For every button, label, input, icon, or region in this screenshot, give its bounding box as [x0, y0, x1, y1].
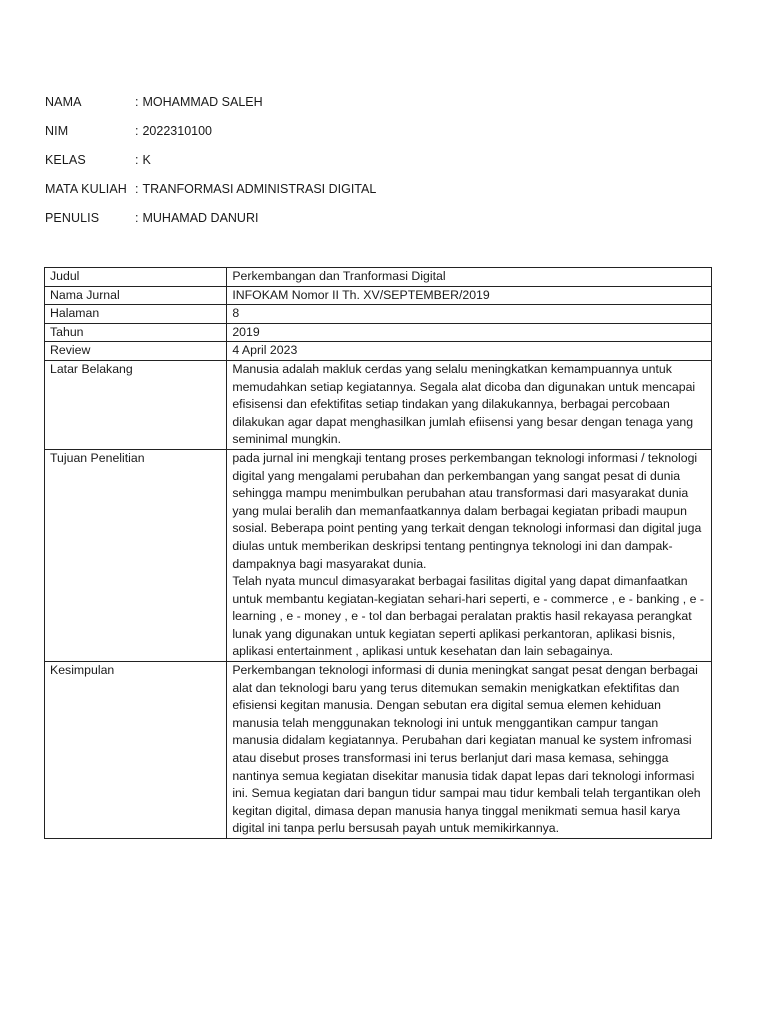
- identity-label-nama: NAMA: [45, 95, 82, 109]
- table-row-latar-belakang: [45, 360, 712, 449]
- identity-value-nama-text: MOHAMMAD SALEH: [142, 95, 263, 109]
- identity-value-nim: : 2022310100: [135, 124, 213, 138]
- identity-value-mata-kuliah-text: TRANFORMASI ADMINISTRASI DIGITAL: [142, 182, 377, 196]
- tujuan-paragraph-2: Telah nyata muncul dimasyarakat berbagai fasilitas digital yang dapat dimanfaatkan untuk membantu kegiatan-kegiatan sehari-hari seperti, e - commerce , e - banking , e - learning , e - money , e - tol dan berbagai peralatan praktis hasil rekayasa perangkat lunak yang digunakan untuk kegiatan seperti aplikasi perkantoran, aplikasi bisnis, aplikasi entertainment , aplikasi untuk kesehatan dan lain sebagainya.: [232, 574, 704, 659]
- identity-row-nim: [45, 122, 725, 151]
- table-row-tujuan-penelitian: [45, 449, 712, 661]
- cell-label-halaman: Halaman: [45, 305, 227, 324]
- identity-label-mata-kuliah: MATA KULIAH: [45, 182, 127, 196]
- identity-value-nim-text: 2022310100: [142, 124, 213, 138]
- cell-value-tahun: 2019: [227, 323, 712, 342]
- cell-value-kesimpulan: Perkembangan teknologi informasi di dunia meningkat sangat pesat dengan berbagai alat dan teknologi baru yang terus ditemukan semakin menigkatkan efektifitas dan efisiensi kegitan manusia. Dengan sebutan era digital semua elemen kehiduan manusia telah menggunakan teknologi ini untuk menggantikan campur tangan manusia didalam kegiatannya. Perubahan dari kegiatan manual ke system infromasi atau disebut proses transformasi ini terus berlanjut dari masa kemasa, sehingga nantinya semua kegiatan disekitar manusia tidak dapat lepas dari teknologi informasi ini. Semua kegiatan dari bangun tidur sampai mau tidur kembali telah tergantikan oleh kegitan digital, dimasa depan manusia hanya tinggal menikmati semua hasil karya digital ini tanpa perlu bersusah payah untuk memikirkannya.: [227, 662, 712, 839]
- cell-value-review: 4 April 2023: [227, 342, 712, 361]
- identity-value-mata-kuliah: : TRANFORMASI ADMINISTRASI DIGITAL: [135, 182, 377, 196]
- identity-block: [45, 93, 725, 238]
- identity-value-kelas-text: K: [142, 153, 151, 167]
- cell-label-kesimpulan: Kesimpulan: [45, 662, 227, 839]
- identity-label-kelas: KELAS: [45, 153, 86, 167]
- identity-label-penulis: PENULIS: [45, 211, 100, 225]
- identity-value-penulis-text: MUHAMAD DANURI: [142, 211, 259, 225]
- identity-value-nama: : MOHAMMAD SALEH: [135, 95, 263, 109]
- identity-row-penulis: [45, 209, 725, 238]
- cell-value-nama-jurnal: INFOKAM Nomor II Th. XV/SEPTEMBER/2019: [227, 286, 712, 305]
- identity-row-nama: [45, 93, 725, 122]
- cell-label-tujuan-penelitian: Tujuan Penelitian: [45, 449, 227, 661]
- identity-row-kelas: [45, 151, 725, 180]
- journal-review-table: [44, 267, 712, 839]
- identity-value-kelas: : K: [135, 153, 151, 167]
- cell-label-tahun: Tahun: [45, 323, 227, 342]
- cell-label-latar-belakang: Latar Belakang: [45, 360, 227, 449]
- table-row-review: [45, 342, 712, 361]
- table-row-halaman: [45, 305, 712, 324]
- table-row-tahun: [45, 323, 712, 342]
- identity-value-penulis: : MUHAMAD DANURI: [135, 211, 259, 225]
- tujuan-paragraph-1: pada jurnal ini mengkaji tentang proses perkembangan teknologi informasi / teknologi digital yang mengalami perubahan dan perkembangan yang sangat pesat di dunia sehingga mampu menimbulkan perubahan atau transformasi dari masyarakat dunia yang mulai beralih dan memanfaatkannya dalam berbagai kegiatan pribadi maupun sosial. Beberapa point penting yang terkait dengan teknologi informasi dan digital juga diulas untuk memberikan deskripsi tentang pentingnya teknologi ini dan dampak-dampaknya bagi masyarakat dunia.: [232, 450, 702, 571]
- cell-value-tujuan-penelitian: [227, 449, 712, 661]
- cell-value-latar-belakang: Manusia adalah makluk cerdas yang selalu meningkatkan kemampuannya untuk memudahkan setiap kegiatannya. Segala alat dicoba dan digunakan untuk mencapai efisisensi dan efektifitas setiap tindakan yang dilakukannya, berbagai percobaan dilakukan agar dapat menghasilkan jumlah efiisensi yang besar dengan tenaga yang seminimal mungkin.: [227, 360, 712, 449]
- cell-label-nama-jurnal: Nama Jurnal: [45, 286, 227, 305]
- table-row-judul: [45, 268, 712, 287]
- cell-value-judul: Perkembangan dan Tranformasi Digital: [227, 268, 712, 287]
- cell-value-halaman: 8: [227, 305, 712, 324]
- table-row-kesimpulan: [45, 662, 712, 839]
- cell-label-review: Review: [45, 342, 227, 361]
- identity-row-mata-kuliah: [45, 180, 725, 209]
- cell-label-judul: Judul: [45, 268, 227, 287]
- table-row-nama-jurnal: [45, 286, 712, 305]
- identity-label-nim: NIM: [45, 124, 69, 138]
